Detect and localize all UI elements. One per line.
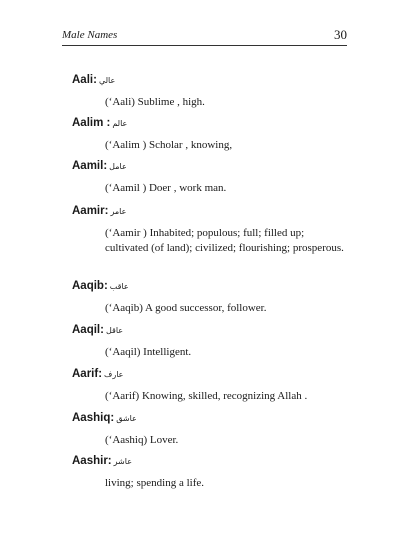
entry-name: Aaqil: [72, 324, 101, 336]
page-header: [62, 27, 347, 46]
name-entry: [72, 364, 347, 404]
entry-name: Aalim: [72, 117, 104, 129]
entry-colon: :: [107, 455, 112, 467]
entry-definition: (‘Aalim ) Scholar , knowing,: [105, 139, 233, 151]
entry-name: Aarif: [72, 368, 99, 380]
arabic-name: عامل: [109, 162, 127, 171]
entry-definition: (‘Aamir ) Inhabited; populous; full; filled up; cultivated (of land); civilized; flourishing; prosperous.: [105, 227, 344, 254]
entry-definition: (‘Aashiq) Lover.: [105, 434, 179, 446]
entry-colon: :: [93, 74, 97, 86]
entry-colon: :: [98, 368, 103, 380]
entry-colon: :: [104, 205, 109, 217]
name-entry: [72, 201, 347, 256]
entry-colon: :: [110, 412, 115, 424]
entry-definition: (‘Aarif) Knowing, skilled, recognizing Allah .: [105, 390, 308, 402]
name-entry: [72, 451, 347, 491]
entry-colon: :: [103, 160, 108, 172]
arabic-name: عاقب: [109, 282, 129, 291]
entry-definition: (‘Aaqib) A good successor, follower.: [105, 302, 267, 314]
name-entry: [72, 70, 347, 110]
name-entry: [72, 276, 347, 316]
arabic-name: عالي: [98, 76, 116, 85]
name-entry: [72, 408, 347, 448]
page-number: 30: [334, 27, 347, 42]
entry-colon: :: [103, 117, 111, 129]
entry-name: Aashiq: [72, 412, 111, 424]
entry-colon: :: [103, 280, 108, 292]
arabic-name: عالم: [112, 119, 128, 128]
arabic-name: عامر: [110, 207, 127, 216]
entry-colon: :: [100, 324, 104, 336]
entry-definition: (‘Aamil ) Doer , work man.: [105, 182, 227, 194]
entry-name: Aamil: [72, 160, 104, 172]
entry-definition: (‘Aaqil) Intelligent.: [105, 346, 192, 358]
entry-name: Aamir: [72, 205, 105, 217]
arabic-name: عاشر: [113, 457, 132, 466]
arabic-name: عاشق: [116, 414, 137, 423]
entry-name: Aali: [72, 74, 94, 86]
name-entry: [72, 113, 347, 153]
name-entry: [72, 156, 347, 196]
name-entry: [72, 320, 347, 360]
running-title: Male Names: [62, 29, 118, 41]
entry-name: Aaqib: [72, 280, 104, 292]
entry-definition: (‘Aali) Sublime , high.: [105, 96, 205, 108]
entry-name: Aashir: [72, 455, 108, 467]
arabic-name: عاقل: [105, 326, 124, 335]
entry-definition: living; spending a life.: [105, 477, 204, 489]
arabic-name: عارف: [104, 370, 124, 379]
